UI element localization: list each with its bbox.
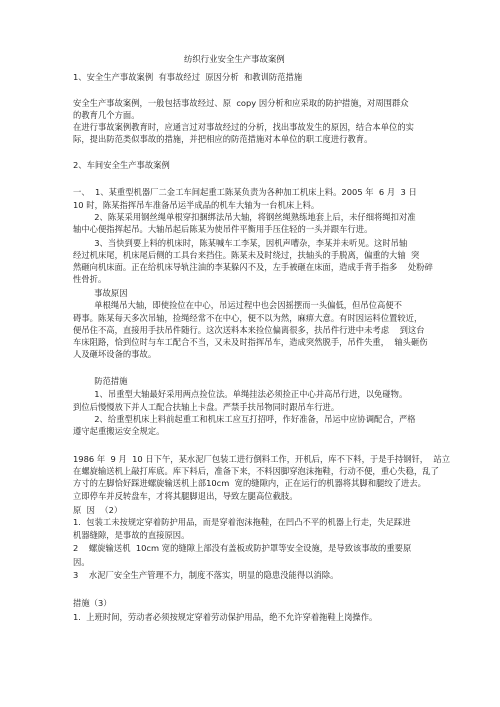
document-title: 纺织行业安全生产事故案例: [184, 54, 285, 64]
document-line: 的教育几个方面。: [73, 110, 140, 120]
document-line: 1986 年 9 月 10 日下午，某水泥厂包装工进行倒料工作，开机后，库不下料，于是手持钢钎， 站立: [73, 454, 451, 464]
document-line: 遵守起重搬运安全规定。: [73, 426, 165, 436]
document-line: 原 因 （2）: [73, 505, 123, 515]
document-line: 经过机床尾，机床尾后侧的工具台来挡住。陈某未及时绕过，扶轴头的手脱离，偏重的大轴 突: [73, 250, 420, 260]
document-line: 在进行事故案例教育时，应通言过对事故经过的分析，找出事故发生的原因，结合本单位的实: [73, 122, 414, 132]
document-line: 3、当快到要上料的机床时，陈某喊车工李某，因机声嘈杂，李某并未听见。这时吊轴: [73, 238, 408, 248]
document-line: 1. 包装工未按规定穿着防护用品，而是穿着泡沫拖鞋，在凹凸不平的机器上行走，失足踩进: [73, 517, 411, 527]
document-line: 3 水泥厂安全生产管理不力，制度不落实，明显的隐患没能得以消除。: [73, 570, 339, 580]
document-line: 方寸的左脚恰好踩进螺旋输送机上部10cm 宽的缝隙内，正在运行的机器将其脚和腿绞了进去。: [73, 478, 426, 488]
document-line: 防范措施: [73, 376, 128, 386]
document-line: 到位后慢慢放下并人工配合扶轴上卡盘。严禁手扶吊物同时跟吊车行进。: [73, 402, 340, 412]
document-line: 1. 上班时间，劳动者必须按规定穿着劳动保护用品，绝不允许穿着拖鞋上岗操作。: [73, 612, 378, 622]
document-line: 车床阻路，恰到位时与车工配合不当，又未及时指挥吊车，造成突然脱手，吊件失重， 轴头砸伤: [73, 337, 428, 347]
document-line: 便吊住不高，直接用手扶吊件随行。这次送料本来捡位偏离很多，扶吊件行进中未考虑 到这台: [73, 325, 425, 335]
document-line: 2、陈某采用钢丝绳单根穿扣捆绑法吊大轴，将钢丝绳熟练地套上后，未仔细将绳扣对准: [73, 212, 416, 222]
document-line: 1、安全生产事故案例 有事故经过 原因分析 和教训防范措施: [73, 72, 303, 82]
document-line: 碍事。陈某每天多次吊轴，捡绳经常不在中心，便不以为然，麻痹大意。有时因运料位置较近，: [73, 313, 423, 323]
document-line: 安全生产事故案例，一般包括事故经过、原 copy 因分析和应采取的防护措施，对周围群众: [73, 98, 409, 108]
document-line: 轴中心便指挥起吊。大轴吊起后陈某为使吊件平衡用手压住轻的一头并跟车行进。: [73, 224, 373, 234]
document-line: 性骨折。: [73, 274, 107, 284]
document-line: 际，提出防范类似事故的措施，并把相应的防范措施对本单位的职工度进行教育。: [73, 134, 373, 144]
document-line: 然砸向机床面。正在给机床导轨注油的李某躲闪不及，左手被砸在床面，造成手背手指多 处粉碎: [73, 262, 433, 272]
document-line: 一、 1、某重型机器厂二金工车间起重工陈某负责为各种加工机床上料。2005 年 6 月 3 日: [73, 187, 417, 197]
document-line: 因。: [73, 557, 90, 567]
document-line: 2 螺旋输送机 10cm 宽的缝隙上部没有盖板或防护罩等安全设施，是导致该事故的重要原: [73, 543, 412, 553]
document-line: 1、吊重型大轴最好采用两点捡位法。单绳挂法必须捡正中心并高吊行进，以免碰物。: [73, 389, 408, 399]
document-line: 10 时，陈某指挥吊车准备吊运半成品的机车大轴为一台机床上料。: [73, 200, 320, 210]
document-line: 在螺旋输送机上敲打库底。库下料后，准备下来，不料因脚穿泡沫拖鞋，行动不便，重心失稳，乱了: [73, 466, 439, 476]
document-line: 措施（3）: [73, 598, 112, 608]
document-line: 立即停车并反转盘车，才将其腿脚退出，导致左腿高位截肢。: [73, 491, 298, 501]
document-line: 单根绳吊大轴，即使捡位在中心，吊运过程中也会因摇摆而一头偏低，但吊位高便不: [73, 300, 402, 310]
document-line: 2、给重型机床上料前起重工和机床工应互打招呼，作好准备，吊运中应协调配合，严格: [73, 414, 416, 424]
document-line: 人及砸坏设备的事故。: [73, 349, 157, 359]
document-line: 事故原因: [73, 288, 128, 298]
document-line: 2、车间安全生产事故案例: [73, 160, 170, 170]
document-line: 机器缝隙，是事故的直接原因。: [73, 530, 190, 540]
